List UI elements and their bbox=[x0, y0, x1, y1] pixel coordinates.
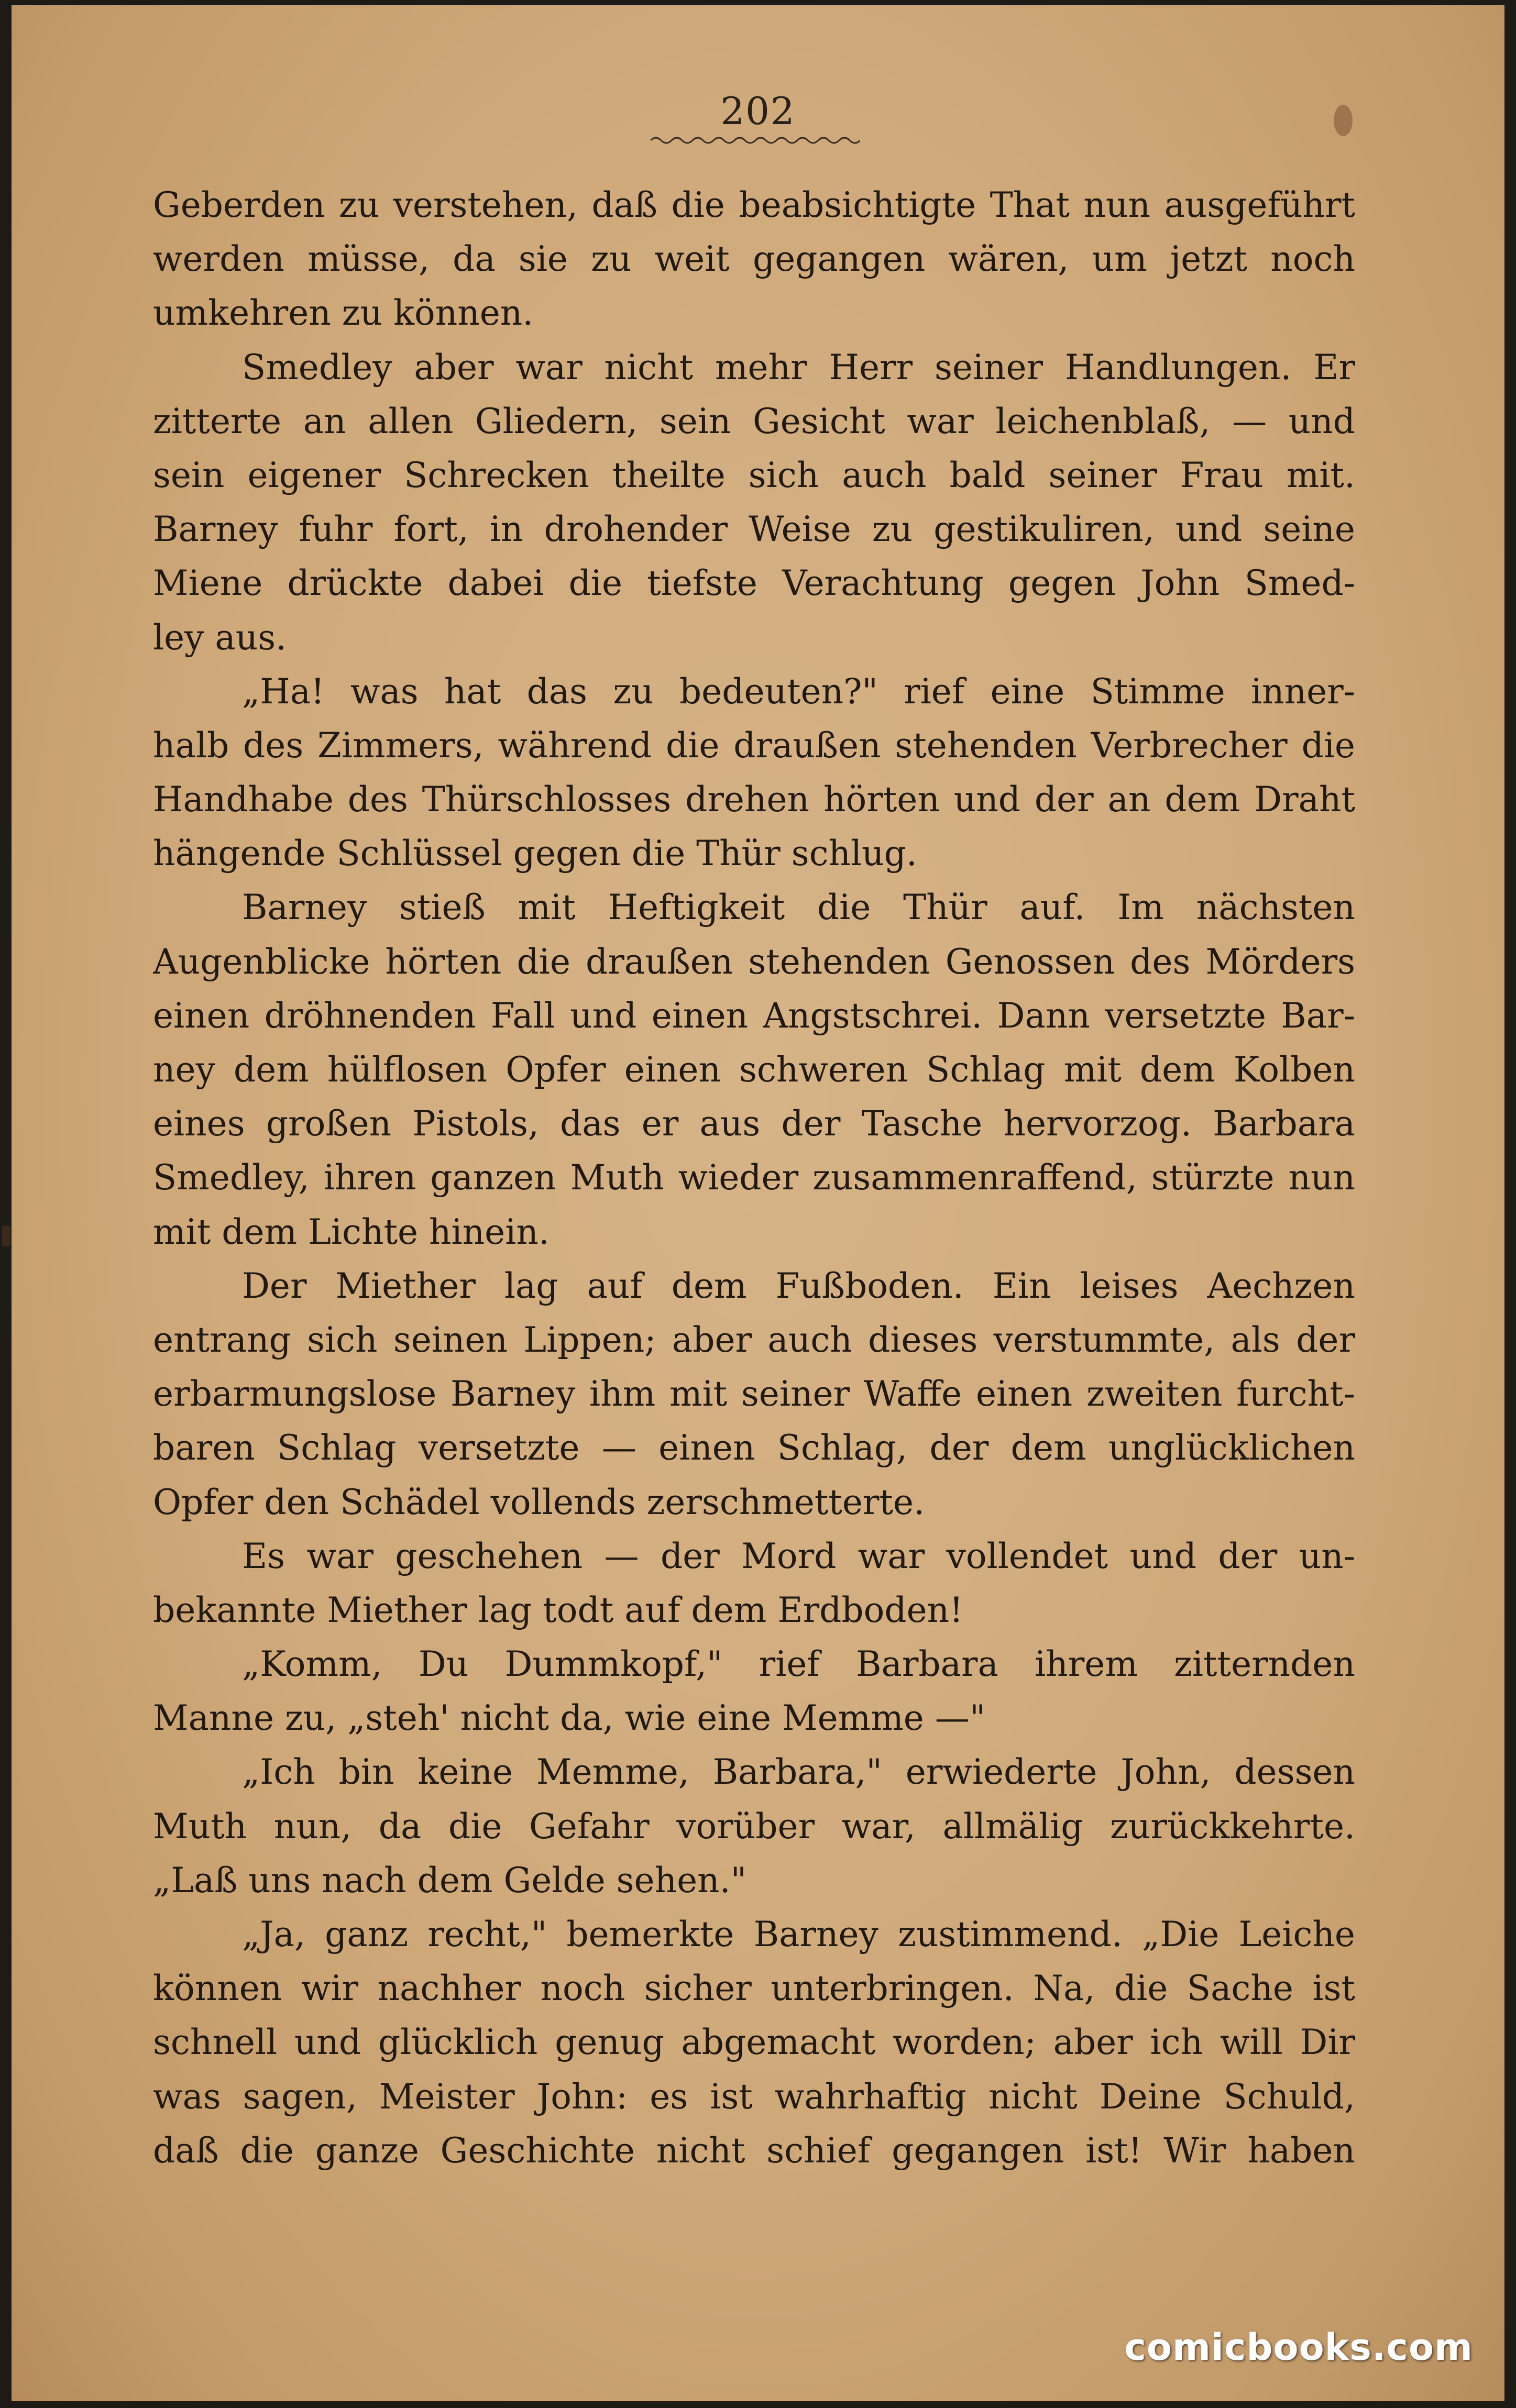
text-line: mit dem Lichte hinein. bbox=[153, 1211, 550, 1252]
text-line: Smedley, ihren ganzen Muth wieder zusammenraffend, stürzte nun bbox=[153, 1157, 1355, 1198]
text-line: sein eigener Schrecken theilte sich auch bald seiner Frau mit. bbox=[153, 455, 1355, 495]
text-line: „Ha! was hat das zu bedeuten?" rief eine Stimme inner- bbox=[242, 671, 1355, 712]
text-line: werden müsse, da sie zu weit gegangen wären, um jetzt noch bbox=[153, 239, 1355, 280]
text-line: erbarmungslose Barney ihm mit seiner Waffe einen zweiten furcht- bbox=[153, 1374, 1355, 1415]
book-page bbox=[12, 5, 1504, 2401]
text-line: eines großen Pistols, das er aus der Tasche hervorzog. Barbara bbox=[153, 1103, 1355, 1144]
page-number: 202 bbox=[720, 89, 796, 133]
text-line: Der Miether lag auf dem Fußboden. Ein leises Aechzen bbox=[242, 1265, 1355, 1306]
text-line: ney dem hülflosen Opfer einen schweren Schlag mit dem Kolben bbox=[153, 1050, 1355, 1090]
text-line: bekannte Miether lag todt auf dem Erdboden! bbox=[153, 1589, 963, 1630]
text-line: können wir nachher noch sicher unterbringen. Na, die Sache ist bbox=[153, 1968, 1355, 2009]
text-line: Handhabe des Thürschlosses drehen hörten und der an dem Draht bbox=[153, 779, 1355, 820]
text-line: Smedley aber war nicht mehr Herr seiner Handlungen. Er bbox=[242, 347, 1355, 388]
text-line: Miene drückte dabei die tiefste Verachtung gegen John Smed- bbox=[153, 563, 1355, 604]
text-line: daß die ganze Geschichte nicht schief gegangen ist! Wir haben bbox=[153, 2130, 1355, 2171]
text-line: Barney stieß mit Heftigkeit die Thür auf. Im nächsten bbox=[242, 887, 1355, 928]
text-line: Manne zu, „steh' nicht da, wie eine Memme —" bbox=[153, 1698, 986, 1739]
text-line: Muth nun, da die Gefahr vorüber war, allmälig zurückkehrte. bbox=[153, 1806, 1355, 1847]
text-line: „Laß uns nach dem Gelde sehen." bbox=[153, 1860, 746, 1901]
text-line: ley aus. bbox=[153, 617, 287, 658]
text-line: was sagen, Meister John: es ist wahrhaftig nicht Deine Schuld, bbox=[153, 2076, 1355, 2117]
text-line: halb des Zimmers, während die draußen stehenden Verbrecher die bbox=[153, 725, 1355, 766]
text-line: Es war geschehen — der Mord war vollendet und der un- bbox=[242, 1536, 1355, 1576]
text-line: „Komm, Du Dummkopf," rief Barbara ihrem zitternden bbox=[242, 1644, 1355, 1685]
text-line: Opfer den Schädel vollends zerschmetterte. bbox=[153, 1482, 925, 1522]
text-line: baren Schlag versetzte — einen Schlag, der dem unglücklichen bbox=[153, 1428, 1355, 1468]
page-body-text bbox=[153, 178, 1355, 2252]
text-line: schnell und glücklich genug abgemacht worden; aber ich will Dir bbox=[153, 2022, 1355, 2063]
page-number-ornament bbox=[651, 134, 860, 147]
text-line: umkehren zu können. bbox=[153, 293, 534, 334]
text-line: „Ich bin keine Memme, Barbara," erwiederte John, dessen bbox=[242, 1752, 1355, 1793]
text-line: Augenblicke hörten die draußen stehenden Genossen des Mörders bbox=[153, 941, 1355, 982]
text-line: „Ja, ganz recht," bemerkte Barney zustimmend. „Die Leiche bbox=[242, 1914, 1355, 1954]
text-line: hängende Schlüssel gegen die Thür schlug. bbox=[153, 833, 917, 874]
text-line: einen dröhnenden Fall und einen Angstschrei. Dann versetzte Bar- bbox=[153, 995, 1355, 1036]
text-line: zitterte an allen Gliedern, sein Gesicht war leichenblaß, — und bbox=[153, 401, 1355, 441]
text-line: Geberden zu verstehen, daß die beabsichtigte That nun ausgeführt bbox=[153, 185, 1355, 225]
page-edge-mark bbox=[2, 1225, 10, 1246]
text-line: entrang sich seinen Lippen; aber auch dieses verstummte, als der bbox=[153, 1319, 1355, 1360]
watermark-logo: comicbooks.com bbox=[1124, 2326, 1473, 2369]
text-line: Barney fuhr fort, in drohender Weise zu gestikuliren, und seine bbox=[153, 509, 1355, 550]
